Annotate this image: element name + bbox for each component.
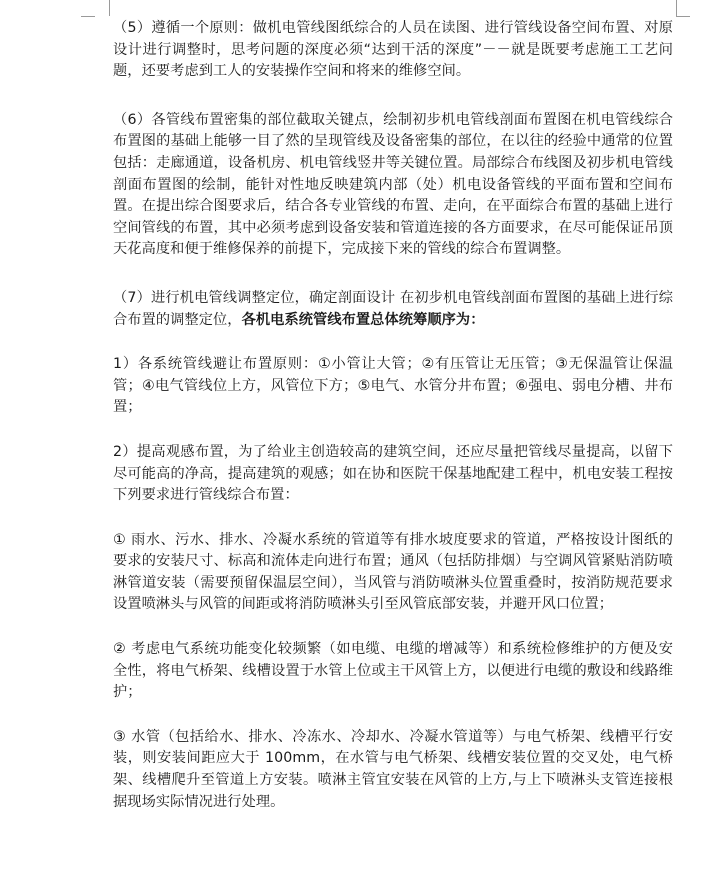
paragraph-principle: （5）遵循一个原则：做机电管线图纸综合的人员在读图、进行管线设备空间布置、对原设计进行调整时，思考问题的深度必须“达到干活的深度”－－就是既要考虑施工工艺问题，还要考虑到工人的安装操作空间和将来的维修空间。 [113,20,673,80]
paragraph-adjust-positioning [113,288,673,331]
margin-corner-mark-right [676,0,691,16]
margin-corner-mark-left-horizontal [81,16,95,17]
paragraph-avoidance-principles: 1）各系统管线避让布置原则：①小管让大管；②有压管让无压管；③无保温管让保温管；④电气管线位上方，风管位下方；⑤电气、水管分井布置；⑥强电、弱电分槽、井布置； [113,356,673,416]
paragraph-visual-layout: 2）提高观感布置，为了给业主创造较高的建筑空间，还应尽量把管线尽量提高，以留下尽可能高的净高，提高建筑的观感；如在协和医院干保基地配建工程中，机电安装工程按下列要求进行管线综合布置： [113,443,673,504]
list-item-water-pipes: ③ 水管（包括给水、排水、冷冻水、冷却水、冷凝水管道等）与电气桥架、线槽平行安装，则安装间距应大于 100mm，在水管与电气桥架、线槽安装位置的交叉处，电气桥架、线槽爬升至管道上方安装。喷淋主管宜安装在风管的上方,与上下喷淋头支管连接根据现场实际情况进行处理。 [113,728,673,810]
paragraph-adjust-positioning-text: （7）进行机电管线调整定位，确定剖面设计 在初步机电管线剖面布置图的基础上进行综合布置的调整定位， [113,289,673,328]
margin-corner-mark-right-horizontal [676,16,690,17]
list-item-electrical-trays: ② 考虑电气系统功能变化较频繁（如电缆、电缆的增减等）和系统检修维护的方便及安全性，将电气桥架、线槽设置于水管上位或主干风管上方，以便进行电缆的敷设和线路维护； [113,641,673,701]
paragraph-adjust-positioning-bold: 各机电系统管线布置总体统筹顺序为： [241,311,485,328]
margin-corner-mark-left [95,0,110,16]
paragraph-key-sections: （6）各管线布置密集的部位截取关键点，绘制初步机电管线剖面布置图在机电管线综合布置图的基础上能够一目了然的呈现管线及设备密集的部位，在以往的经验中通常的位置包括：走廊通道，设备机房、机电管线竖井等关键位置。局部综合布线图及初步机电管线剖面布置图的绘制，能针对性地反映建筑内部（处）机电设备管线的平面布置和空间布置。在提出综合图要求后，结合各专业管线的布置、走向，在平面综合布置的基础上进行空间管线的布置，其中必须考虑到设备安装和管道连接的各方面要求，在尽可能保证吊顶天花高度和便于维修保养的前提下，完成接下来的管线的综合布置调整。 [113,111,673,258]
list-item-drainage-pipes: ① 雨水、污水、排水、冷凝水系统的管道等有排水坡度要求的管道，严格按设计图纸的要求的安装尺寸、标高和流体走向进行布置；通风（包括防排烟）与空调风管紧贴消防喷淋管道安装（需要预留保温层空间），当风管与消防喷淋头位置重叠时，按消防规范要求设置喷淋头与风管的间距或将消防喷淋头引至风管底部安装，并避开风口位置； [113,531,673,613]
document-body [113,18,673,813]
